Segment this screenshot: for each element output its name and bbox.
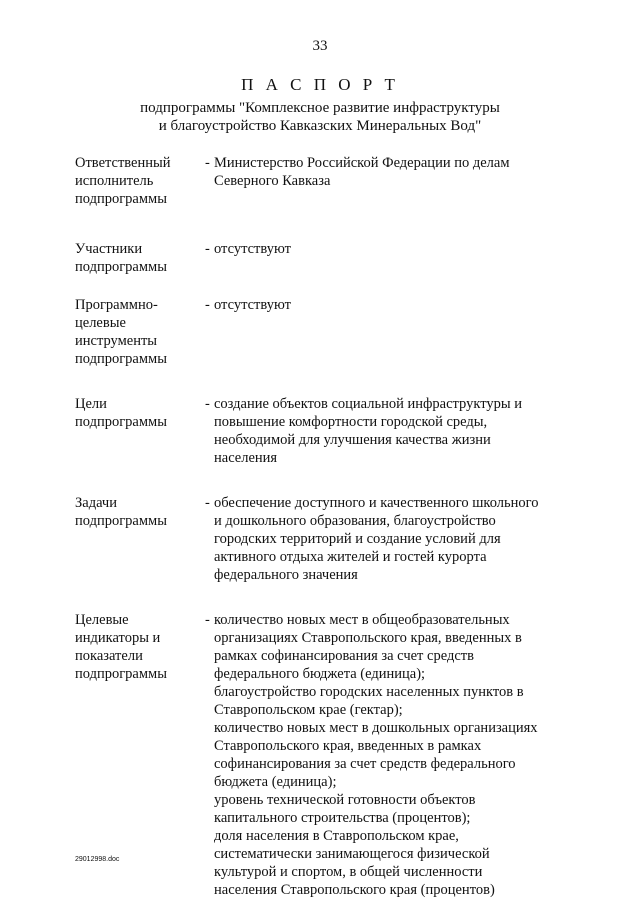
label-line: целевые — [75, 315, 126, 331]
value-line: Министерство Российской Федерации по делам — [214, 155, 510, 171]
row-dash: - — [205, 297, 210, 313]
passport-row-tasks — [75, 494, 575, 584]
label-line: индикаторы и — [75, 630, 161, 646]
value-line: софинансирования за счет средств федерального — [214, 756, 516, 772]
value-line: и дошкольного образования, благоустройство — [214, 513, 496, 529]
value-line: бюджета (единица); — [214, 774, 337, 790]
row-label — [75, 395, 205, 467]
row-label — [75, 494, 205, 584]
file-name-footer: 29012998.doc — [75, 856, 120, 863]
row-label — [75, 240, 205, 276]
label-line: исполнитель — [75, 173, 154, 189]
row-content — [205, 395, 575, 467]
document-subtitle — [0, 99, 640, 135]
label-line: инструменты — [75, 333, 158, 349]
value-line: федерального значения — [214, 567, 358, 583]
passport-row-instruments — [75, 296, 575, 368]
row-label — [75, 154, 205, 208]
value-line: количество новых мест в дошкольных организациях — [214, 720, 538, 736]
row-dash: - — [205, 396, 210, 412]
value-line: культурой и спортом, в общей численности — [214, 864, 483, 880]
value-line: отсутствуют — [214, 241, 291, 257]
value-line: городских территорий и создание условий для — [214, 531, 501, 547]
value-line: отсутствуют — [214, 297, 291, 313]
passport-row-indicators — [75, 611, 575, 899]
passport-table — [75, 154, 575, 899]
label-line: подпрограммы — [75, 666, 167, 682]
subtitle-line: и благоустройство Кавказских Минеральных Вод" — [158, 118, 482, 134]
value-line: количество новых мест в общеобразовательных — [214, 612, 510, 628]
passport-row-participants — [75, 240, 575, 276]
subtitle-line: подпрограммы "Комплексное развитие инфраструктуры — [140, 100, 500, 116]
label-line: подпрограммы — [75, 191, 167, 207]
value-line: активного отдыха жителей и гостей курорта — [214, 549, 487, 565]
value-line: Ставропольского края, введенных в рамках — [214, 738, 482, 754]
value-line: необходимой для улучшения качества жизни — [214, 432, 491, 448]
label-line: Задачи — [75, 495, 117, 511]
value-line: организациях Ставропольского края, введенных в — [214, 630, 522, 646]
row-value — [214, 395, 575, 467]
value-line: Ставропольском крае (гектар); — [214, 702, 403, 718]
value-line: уровень технической готовности объектов — [214, 792, 476, 808]
row-content — [205, 494, 575, 584]
row-value — [214, 154, 575, 208]
value-line: рамках софинансирования за счет средств — [214, 648, 474, 664]
label-line: Цели — [75, 396, 107, 412]
label-line: Целевые — [75, 612, 129, 628]
document-title: П А С П О Р Т — [241, 75, 399, 94]
row-dash: - — [205, 495, 210, 511]
value-line: обеспечение доступного и качественного школьного — [214, 495, 539, 511]
value-line: создание объектов социальной инфраструктуры и — [214, 396, 522, 412]
label-line: Программно- — [75, 297, 158, 313]
value-line: систематически занимающегося физической — [214, 846, 490, 862]
passport-row-goals — [75, 395, 575, 467]
value-line: капитального строительства (процентов); — [214, 810, 471, 826]
value-line: повышение комфортности городской среды, — [214, 414, 488, 430]
label-line: Участники — [75, 241, 143, 257]
label-line: подпрограммы — [75, 351, 167, 367]
row-value — [214, 296, 575, 368]
value-line: благоустройство городских населенных пунктов в — [214, 684, 524, 700]
row-content — [205, 240, 575, 276]
label-line: подпрограммы — [75, 259, 167, 275]
page-number: 33 — [312, 38, 328, 54]
row-label — [75, 296, 205, 368]
row-content — [205, 611, 575, 899]
row-value — [214, 494, 575, 584]
value-line: доля населения в Ставропольском крае, — [214, 828, 459, 844]
label-line: подпрограммы — [75, 513, 167, 529]
row-content — [205, 154, 575, 208]
label-line: подпрограммы — [75, 414, 167, 430]
label-line: показатели — [75, 648, 143, 664]
row-dash: - — [205, 155, 210, 171]
row-value — [214, 611, 575, 899]
row-content — [205, 296, 575, 368]
row-dash: - — [205, 241, 210, 257]
label-line: Ответственный — [75, 155, 171, 171]
value-line: Северного Кавказа — [214, 173, 331, 189]
passport-row-responsible — [75, 154, 575, 208]
value-line: населения — [214, 450, 278, 466]
value-line: федерального бюджета (единица); — [214, 666, 426, 682]
row-value — [214, 240, 575, 276]
row-dash: - — [205, 612, 210, 628]
value-line: населения Ставропольского края (процентов) — [214, 882, 495, 898]
